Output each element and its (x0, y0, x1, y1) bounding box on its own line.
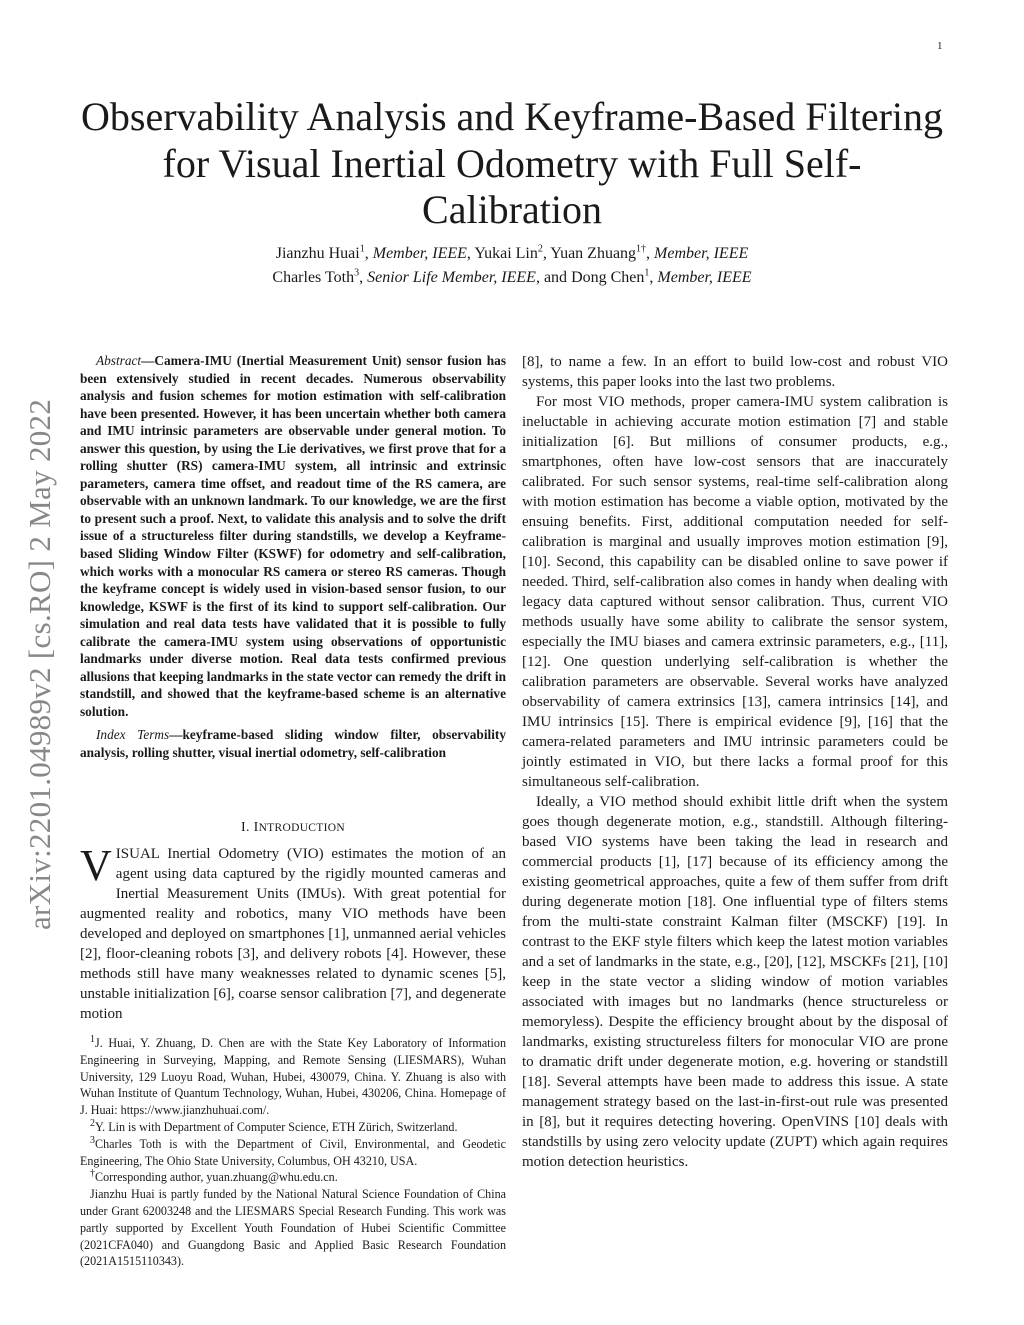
affiliation-mark: 1† (636, 243, 647, 255)
footnote (80, 1035, 506, 1119)
section-title-initial: I (253, 820, 259, 835)
author-role: Member, IEEE (654, 245, 749, 262)
footnote-mark: 1 (90, 1033, 95, 1045)
affiliation-mark: 2 (537, 243, 543, 255)
author-name: Charles Toth (272, 269, 355, 286)
drop-cap: V (80, 841, 112, 890)
footnote-text: Y. Lin is with Department of Computer Science, ETH Zürich, Switzerland. (95, 1119, 458, 1134)
body-paragraph: [8], to name a few. In an effort to build low-cost and robust VIO systems, this paper looks into the last two problems. (522, 354, 948, 390)
body-paragraph: For most VIO methods, proper camera-IMU system calibration is ineluctable in achieving accurate motion estimation [7] and stable initialization [6]. But millions of consumer products, e.g., smartphones, often have low-cost sensors that are inaccurately calibrated. For such sensor systems, real-time self-calibration along with motion estimation has become a viable option, motivated by the ensuing benefits. First, additional computation needed for self-calibration is marginal and usually improves motion estimation [9], [10]. Second, this capability can be disabled online to save power if needed. Third, self-calibration also comes in handy when dealing with legacy data captured without sensor calibration. Thus, current VIO methods usually have some ability to calibrate the sensor system, especially the IMU biases and camera extrinsic parameters, e.g., [11], [12]. One question underlying self-calibration is whether the calibration parameters are observable. Several works have analyzed observability of camera extrinsics [13], camera intrinsics [14], and IMU intrinsics [15]. There is empirical evidence [9], [16] that the camera-related parameters and IMU intrinsic parameters could be jointly estimated in VIO, but there lacks a formal proof for this simultaneous self-calibration. (522, 394, 948, 790)
author-name: Jianzhu Huai (275, 245, 360, 262)
author-role: Member, IEEE (372, 245, 467, 262)
abstract-label: Abstract (96, 353, 142, 368)
index-terms-label: Index Terms (96, 727, 170, 743)
footnote (80, 1119, 506, 1136)
footnote-text: J. Huai, Y. Zhuang, D. Chen are with the State Key Laboratory of Information Engineering in Surveying, Mapping, and Remote Sensing (LIESMARS), Wuhan University, 129 Luoyu Road, Wuhan, Hubei, 430079, China. Y. Zhuang is also with Wuhan Institute of Quantum Technology, Wuhan, Hubei, 430206, China. Homepage of J. Huai: https://www.jianzhuhuai.com/. (80, 1036, 506, 1118)
footnote (80, 1136, 506, 1170)
footnote-mark: 3 (90, 1134, 95, 1146)
footnote-text: Corresponding author, yuan.zhuang@whu.edu.cn. (95, 1170, 338, 1185)
intro-lead-word: ISUAL (115, 846, 160, 862)
abstract-text: —Camera-IMU (Inertial Measurement Unit) sensor fusion has been extensively studied in recent decades. Numerous observability analysis and fusion schemes for motion estimation with self-calibration have been presented. However, it has been uncertain whether both camera and IMU intrinsic parameters are observable under general motion. To answer this question, by using the Lie derivatives, we first prove that for a rolling shutter (RS) camera-IMU system, all intrinsic and extrinsic parameters, camera time offset, and readout time of the RS camera, are observable with an unknown landmark. To our knowledge, we are the first to present such a proof. Next, to validate this analysis and to solve the drift issue of a structureless filter during standstills, we develop a Keyframe-based Sliding Window Filter (KSWF) for odometry and self-calibration, which works with a monocular RS camera or stereo RS cameras. Though the keyframe concept is widely used in vision-based sensor fusion, to our knowledge, KSWF is the first of its kind to support self-calibration. Our simulation and real data tests have validated that it is possible to fully calibrate the camera-IMU system using observations of opportunistic landmarks under diverse motion. Real data tests confirmed previous allusions that keeping landmarks in the state vector can remedy the drift in standstill, and showed that the keyframe-based scheme is an alternative solution. (80, 353, 506, 719)
author-role: Senior Life Member, IEEE (367, 269, 536, 286)
footnote (80, 1169, 506, 1186)
affiliation-mark: 1 (359, 243, 365, 255)
author-role: Member, IEEE (657, 269, 752, 286)
page-number: 1 (937, 40, 943, 52)
introduction-paragraph (80, 841, 506, 1024)
author-name: Yuan Zhuang (550, 245, 637, 262)
intro-text: Inertial Odometry (VIO) estimates the motion of an agent using data captured by the rigidly mounted cameras and Inertial Measurement Units (IMUs). With great potential for augmented reality and robotics, many VIO methods have been developed and deployed on smartphones [1], unmanned aerial vehicles [2], floor-cleaning robots [3], and delivery robots [4]. However, these methods still have many weaknesses related to dynamic scenes [5], unstable initialization [6], coarse sensor calibration [7], and degenerate motion (80, 846, 506, 1022)
footnotes (80, 1035, 506, 1270)
author-name: Yukai Lin (474, 245, 538, 262)
funding-note (80, 1186, 506, 1270)
arxiv-identifier: arXiv:2201.04989v2 [cs.RO] 2 May 2022 (22, 398, 57, 930)
body-paragraph: Ideally, a VIO method should exhibit little drift when the system goes though degenerate motion, e.g., standstill. Although filtering-based VIO systems have been taking the lead in research and commercial products [1], [17] because of its efficiency among the existing geometrical approaches, quite a few of them suffer from drift during degenerate motion [18]. One influential type of filters stems from the multi-state constraint Kalman filter (MSCKF) [19]. In contrast to the EKF style filters which keep the latest motion variables and a set of landmarks in the state, e.g., [20], [12], MSCKFs [21], [10] keep in the state vector a sliding window of motion variables associated with images but no landmarks (hence structureless or memoryless). Despite the efficiency brought about by the disposal of landmarks, existing structureless filters for monocular VIO are prone to dramatic drift under degenerate motion, e.g. hovering or standstill [18]. Several attempts have been made to address this issue. A state management strategy based on the last-in-first-out rule was presented in [8], but it requires detecting hovering. OpenVINS [10] deals with standstills by using zero velocity update (ZUPT) which again requires motion detection heuristics. (522, 794, 948, 1170)
footnote-mark: † (90, 1168, 95, 1180)
section-number: I. (241, 820, 254, 835)
section-title-rest: NTRODUCTION (258, 822, 345, 834)
footnote-text: Jianzhu Huai is partly funded by the National Natural Science Foundation of China under Grant 62003248 and the LIESMARS Special Research Funding. This work was partly supported by Excellent Youth Foundation of Hubei Scientific Committee (2021CFA040) and Guangdong Basic and Applied Basic Research Foundation (2021A1515110343). (80, 1187, 506, 1269)
abstract-paragraph (80, 352, 506, 720)
author-name: Dong Chen (571, 269, 645, 286)
section-heading-introduction (80, 820, 506, 836)
affiliation-mark: 1 (644, 267, 650, 279)
affiliation-mark: 3 (354, 267, 360, 279)
paper-title: Observability Analysis and Keyframe-Based Filtering for Visual Inertial Odometry with Full Self-Calibration (80, 94, 944, 232)
right-column (522, 352, 948, 1172)
author-list: Jianzhu Huai$^1$, Member, IEEE, Yukai Lin$^2$, Yuan Zhuang$^{1\dagger}$, Member, IEEE Charles Toth$^3$, Senior Life Member, IEEE, and Dong Chen$^1$, Member, IEEE (272, 243, 752, 286)
footnote-mark: 2 (90, 1117, 95, 1129)
index-terms (80, 726, 506, 761)
footnote-text: Charles Toth is with the Department of Civil, Environmental, and Geodetic Engineering, The Ohio State University, Columbus, OH 43210, USA. (80, 1136, 506, 1168)
abstract (80, 352, 506, 762)
conjunction: and (543, 269, 568, 286)
index-terms-text: —keyframe-based sliding window filter, observability analysis, rolling shutter, visual inertial odometry, self-calibration (80, 727, 506, 761)
